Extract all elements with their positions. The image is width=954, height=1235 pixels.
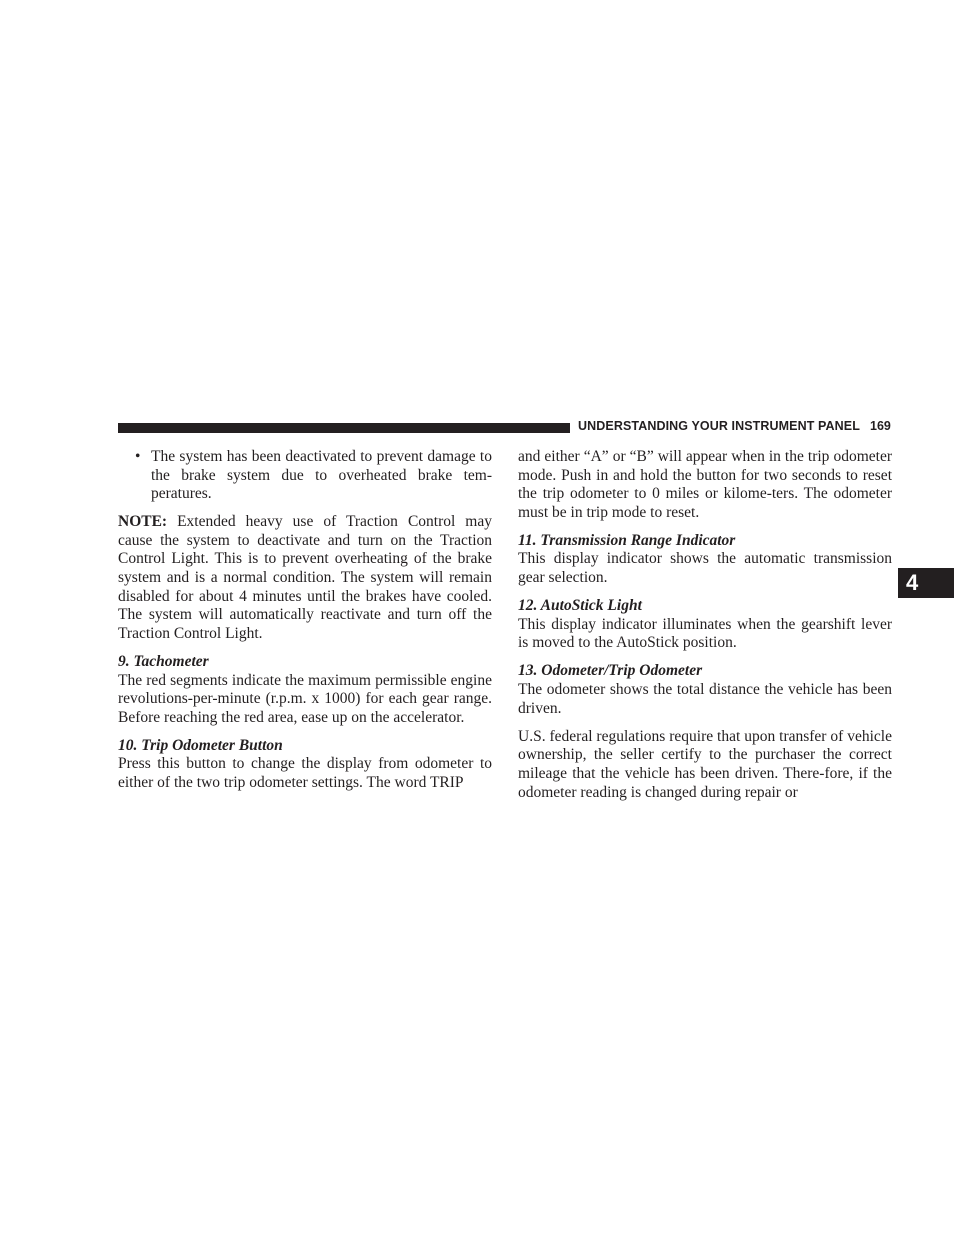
left-column bbox=[118, 448, 492, 793]
bullet-item bbox=[118, 448, 492, 504]
header-rule bbox=[118, 423, 570, 433]
page-number: 169 bbox=[870, 419, 891, 433]
running-header-title: UNDERSTANDING YOUR INSTRUMENT PANEL bbox=[578, 419, 860, 433]
section-heading-transmission-range-indicator: 11. Transmission Range Indicator bbox=[518, 531, 736, 549]
section-heading-tachometer: 9. Tachometer bbox=[118, 652, 209, 670]
note-paragraph bbox=[118, 513, 492, 643]
section-text-odometer: The odometer shows the total distance the vehicle has been driven. bbox=[518, 681, 892, 717]
section-text-trip-odometer-button: Press this button to change the display from odometer to either of the two trip odometer settings. The word TRIP bbox=[118, 755, 492, 791]
section-text-tachometer: The red segments indicate the maximum permissible engine revolutions-per-minute (r.p.m. x 1000) for each gear range. Before reaching the red area, ease up on the accelerator. bbox=[118, 671, 492, 726]
note-label: NOTE: bbox=[118, 513, 168, 531]
bullet-text: The system has been deactivated to prevent damage to the brake system due to overheated brake tem-peratures. bbox=[151, 448, 492, 503]
section-text-transmission-range-indicator: This display indicator shows the automatic transmission gear selection. bbox=[518, 550, 892, 587]
right-column bbox=[518, 448, 892, 802]
section-heading-trip-odometer-button: 10. Trip Odometer Button bbox=[118, 736, 283, 754]
bullet-icon: • bbox=[135, 448, 141, 465]
section-text-autostick-light: This display indicator illuminates when the gearshift lever is moved to the AutoStick position. bbox=[518, 615, 892, 652]
section-heading-odometer: 13. Odometer/Trip Odometer bbox=[518, 662, 703, 680]
chapter-tab: 4 bbox=[898, 568, 954, 598]
section-heading-autostick-light: 12. AutoStick Light bbox=[518, 597, 642, 615]
continuation-paragraph: and either “A” or “B” will appear when in the trip odometer mode. Push in and hold the button for two seconds to reset the trip odometer to 0 miles or kilome-ters. The odometer must be in trip mode to reset. bbox=[518, 448, 892, 521]
note-text: Extended heavy use of Traction Control may cause the system to deactivate and turn on the Traction Control Light. This is to prevent overheating of the brake system and is a normal condition. The system will remain disabled for about 4 minutes until the brakes have cooled. The system will automatically reactivate and turn off the Traction Control Light. bbox=[118, 513, 492, 642]
section-text-odometer-regulations: U.S. federal regulations require that upon transfer of vehicle ownership, the seller certify to the purchaser the correct mileage that the vehicle has been driven. There-fore, if the odometer reading is changed during repair or bbox=[518, 727, 892, 801]
